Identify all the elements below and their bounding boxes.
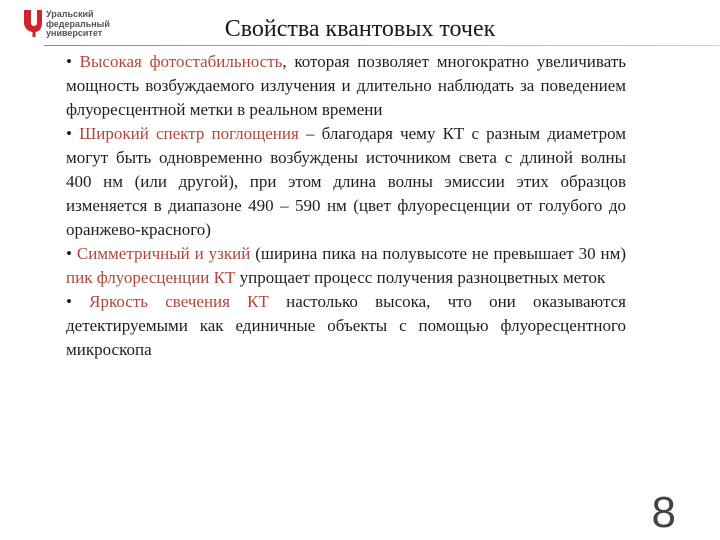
bullet-text-2: упрощает процесс получения разноцветных меток (235, 268, 606, 287)
bullet-item-photostability (66, 50, 626, 122)
bullet-highlight: Симметричный и узкий (76, 244, 251, 263)
bullet-marker: • (66, 52, 72, 71)
slide-title: Свойства квантовых точек (224, 16, 496, 42)
page-number: 8 (651, 488, 676, 537)
bullet-highlight: Яркость свечения КТ (89, 292, 269, 311)
logo-line-2: федеральный (46, 18, 110, 29)
bullet-text: настолько высока, что они оказываются детектируемыми как единичные объекты с помощью флуоресцентного микроскопа (66, 292, 626, 359)
bullet-highlight: Широкий спектр поглощения (79, 124, 299, 143)
bullet-list (66, 50, 626, 362)
title-divider (44, 45, 720, 46)
bullet-text: (ширина пика на полувысоте не превышает 30 нм) (250, 244, 626, 263)
bullet-marker: • (66, 244, 72, 263)
bullet-highlight-2: пик флуоресценции КТ (66, 268, 236, 287)
bullet-item-brightness (66, 290, 626, 362)
bullet-item-symmetric-peak (66, 242, 626, 290)
logo-line-1: Уральский (46, 9, 94, 19)
bullet-marker: • (66, 292, 72, 311)
logo-line-3: университет (46, 28, 103, 38)
bullet-text: – благодаря чему КТ с разным диаметром могут быть одновременно возбуждены источником света с длиной волны 400 нм (или другой), при этом длина волны эмиссии этих образцов изменяется в диапазоне 490 – 590 нм (цвет флуоресценции от голубого до оранжево-красного) (66, 124, 627, 239)
bullet-text: , которая позволяет многократно увеличивать мощность возбуждаемого излучения и длительно наблюдать за поведением флуоресцентной метки в реальном времени (66, 52, 626, 119)
bullet-marker: • (66, 124, 72, 143)
bullet-item-absorption (66, 122, 626, 242)
bullet-highlight: Высокая фотостабильность (79, 52, 283, 71)
